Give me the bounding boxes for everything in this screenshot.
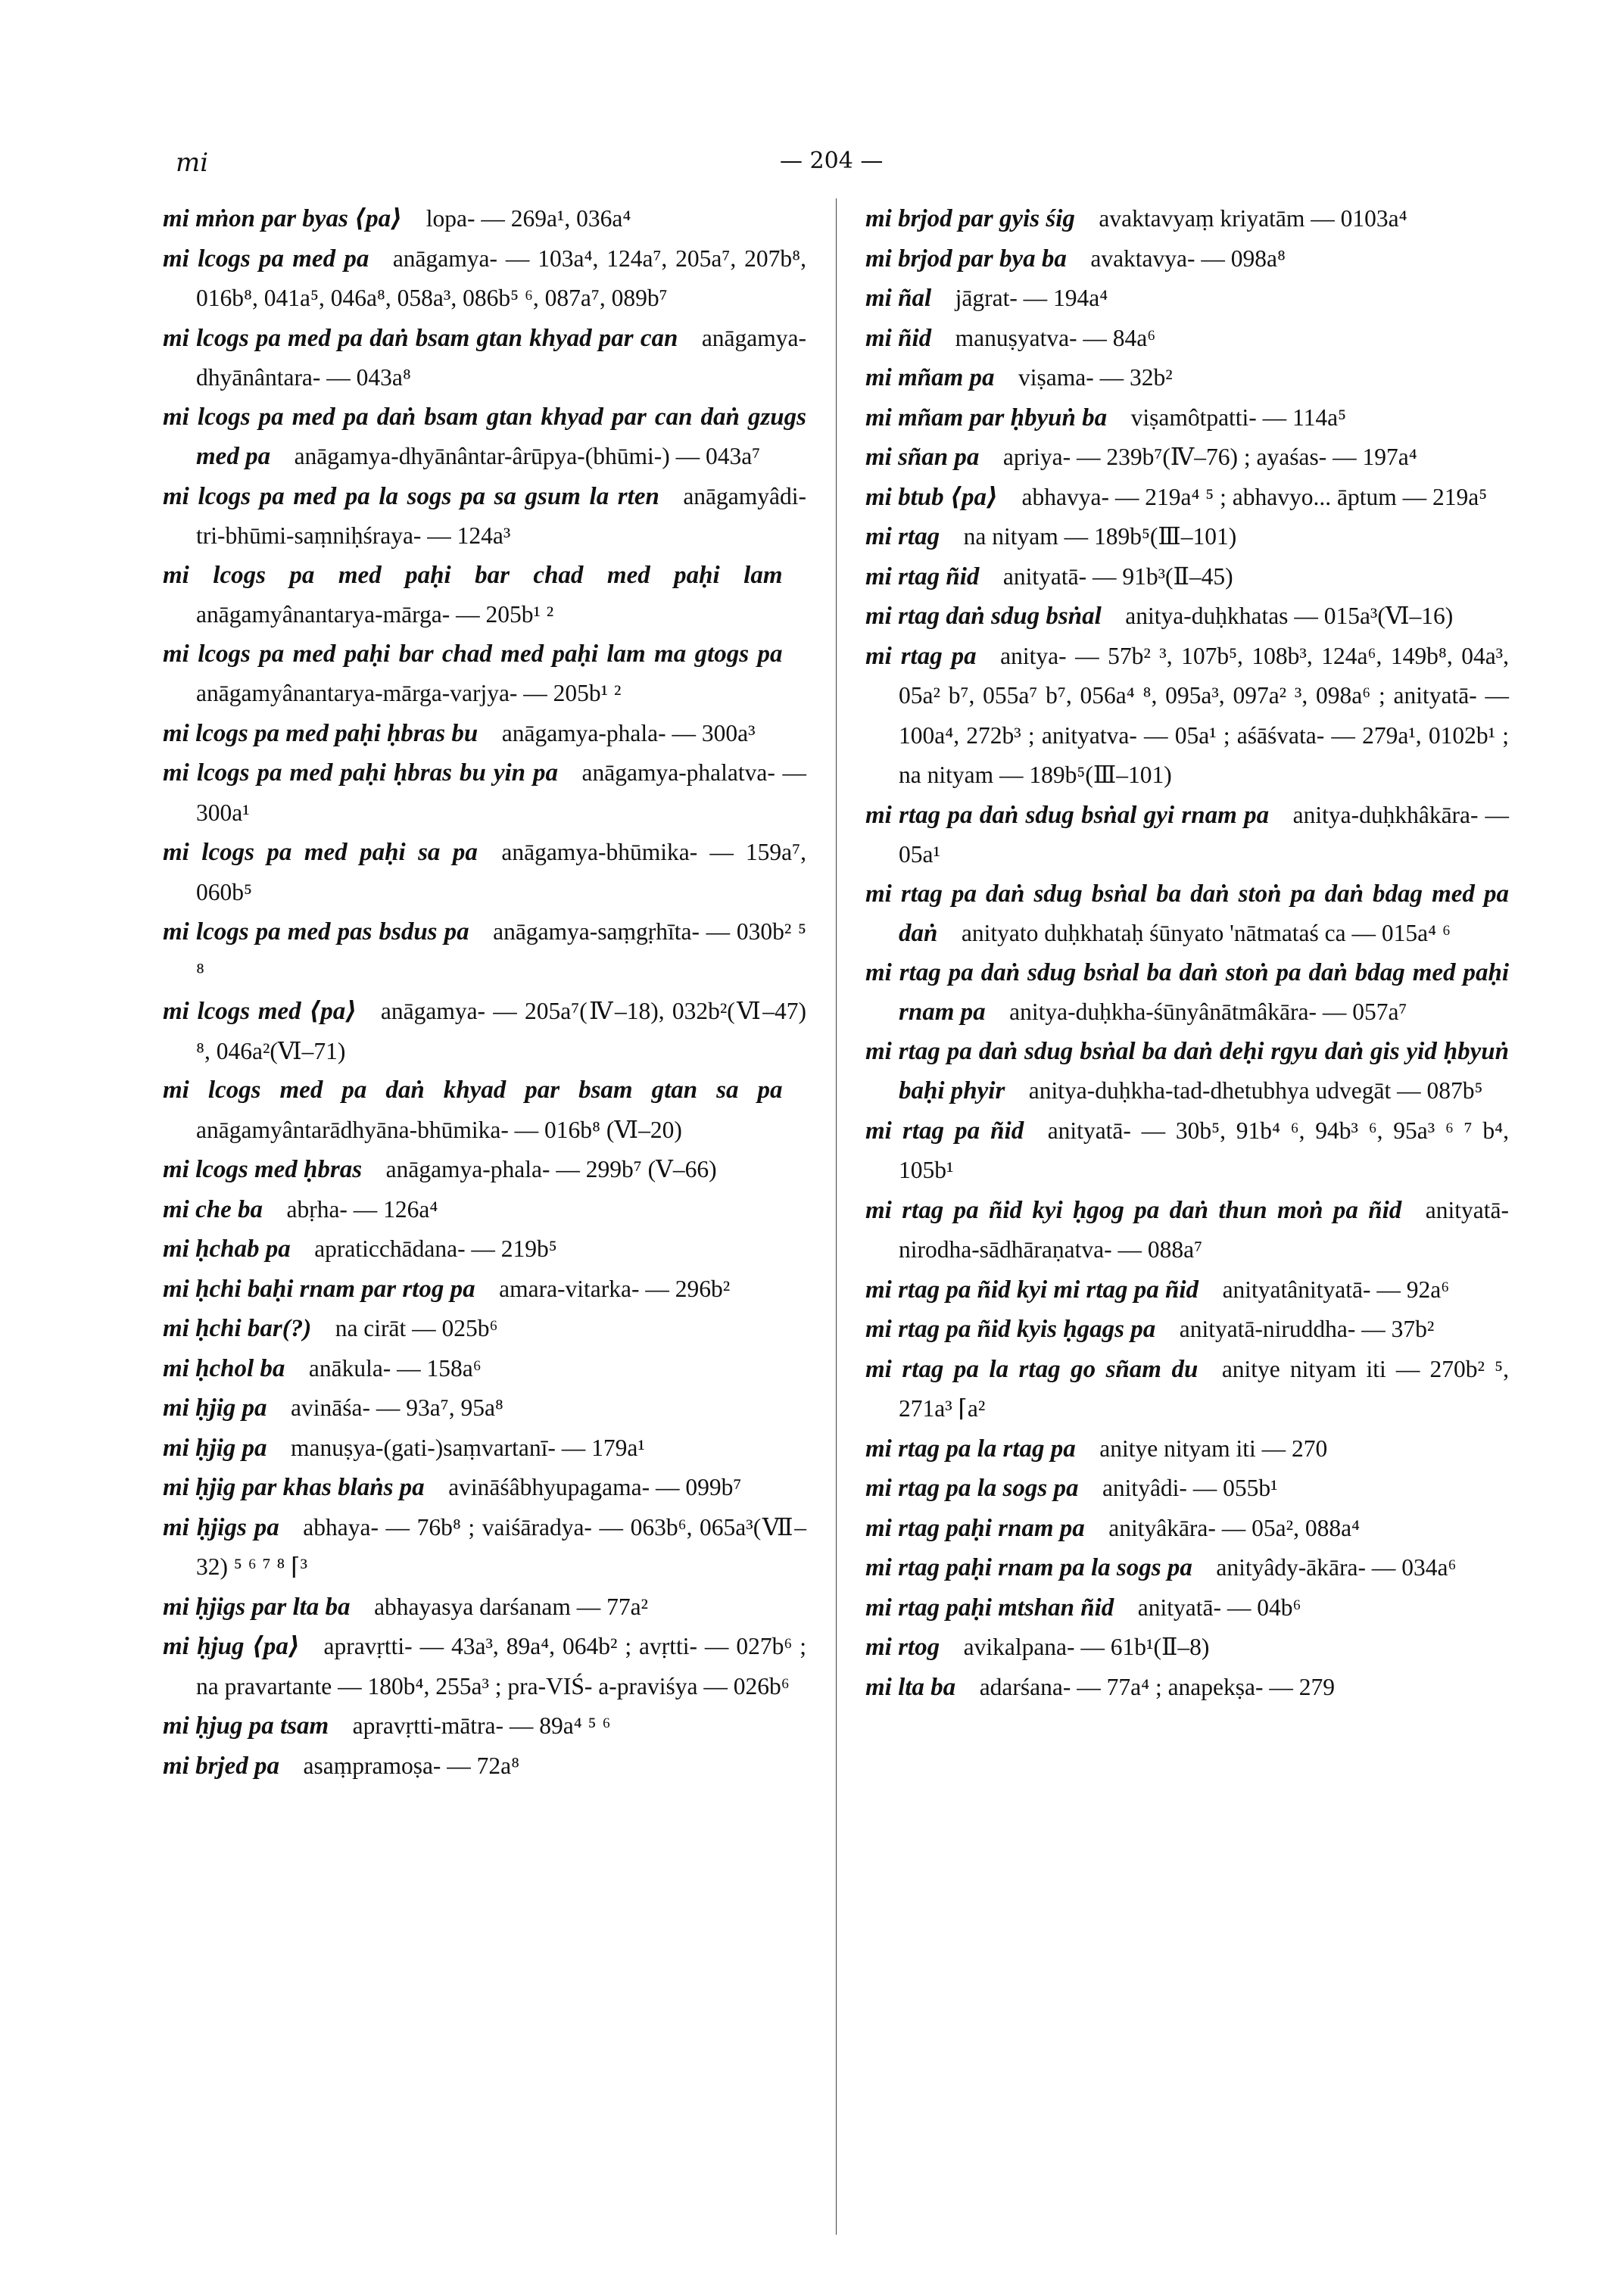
- entry-headword: mi che ba: [163, 1195, 263, 1223]
- entry-equivalent: avināśa- — 93a⁷, 95a⁸: [291, 1394, 503, 1421]
- entry-headword: mi rtag pa: [865, 642, 977, 670]
- entry-equivalent: apraticchādana- — 219b⁵: [314, 1235, 557, 1262]
- dictionary-entry: [163, 635, 806, 714]
- dictionary-entry: [163, 477, 806, 556]
- entry-equivalent: anāgamya-phala- — 299b⁷ (Ⅴ–66): [385, 1156, 717, 1182]
- entry-equivalent: anityatā-niruddha- — 37b²: [1179, 1316, 1435, 1342]
- dictionary-entry: [865, 1191, 1509, 1270]
- dictionary-entry: [163, 319, 806, 398]
- entry-equivalent: anāgamya- — 103a⁴, 124a⁷, 205a⁷, 207b⁸, 016b⁸, 041a⁵, 046a⁸, 058a³, 086b⁵ ⁶, 087a⁷, 089b⁷: [196, 245, 806, 311]
- dictionary-entry: [865, 1588, 1509, 1628]
- entry-headword: mi ḥchi baḥi rnam par rtog pa: [163, 1275, 475, 1303]
- entry-equivalent: avaktavya- — 098a⁸: [1090, 245, 1286, 272]
- dictionary-entry: [163, 1071, 806, 1150]
- entry-headword: mi rtag pa la sogs pa: [865, 1475, 1079, 1502]
- entry-equivalent: anityatā- — 30b⁵, 91b⁴ ⁶, 94b³ ⁶, 95a³ ⁶ ⁷ b⁴, 105b¹: [899, 1117, 1509, 1183]
- entry-headword: mi ñid: [865, 324, 932, 352]
- entry-headword: mi sñan pa: [865, 444, 980, 471]
- entry-equivalent: abṛha- — 126a⁴: [286, 1195, 438, 1223]
- dictionary-entry: [865, 279, 1509, 319]
- left-column: [163, 199, 806, 1786]
- entry-headword: mi ḥjig pa: [163, 1394, 267, 1422]
- entry-headword: mi lcogs med ⟨pa⟩: [163, 998, 357, 1025]
- entry-equivalent: anitya- — 57b² ³, 107b⁵, 108b³, 124a⁶, 149b⁸, 04a³, 05a² b⁷, 055a⁷ b⁷, 056a⁴ ⁸, 095a³, 097a² ³, 098a⁶ ; anityatā- — 100a⁴, 272b³ ; anityatva- — 05a¹ ; aśāśvata- — 279a¹, 0102b¹ ; na nityam — 189b⁵(Ⅲ–101): [899, 642, 1509, 788]
- dictionary-entry: [163, 753, 806, 833]
- dictionary-entry: [865, 1548, 1509, 1588]
- entry-equivalent: anāgamya-dhyānântara- — 043a⁸: [196, 324, 806, 391]
- entry-equivalent: avaktavyaṃ kriyatām — 0103a⁴: [1099, 205, 1407, 232]
- entry-headword: mi ḥjigs pa: [163, 1513, 279, 1541]
- dictionary-entry: [163, 714, 806, 754]
- entry-equivalent: anāgamya-dhyānântar-ârūpya-(bhūmi-) — 043a⁷: [294, 443, 761, 469]
- entry-headword: mi rtog: [865, 1634, 940, 1661]
- dictionary-entry: [163, 1746, 806, 1787]
- entry-equivalent: anāgamya-phalatva- — 300a¹: [196, 759, 807, 826]
- dictionary-entry: [163, 1349, 806, 1389]
- entry-equivalent: anityatā- — 91b³(Ⅱ–45): [1002, 562, 1233, 590]
- entry-headword: mi ḥchab pa: [163, 1235, 291, 1263]
- dictionary-entry: [865, 796, 1509, 875]
- entry-headword: mi ḥchi bar(?): [163, 1315, 312, 1342]
- entry-equivalent: anitya-duḥkhatas — 015a³(Ⅵ–16): [1125, 603, 1454, 629]
- entry-equivalent: anitya-duḥkhâkāra- — 05a¹: [899, 801, 1509, 868]
- dictionary-entry: [865, 1270, 1509, 1310]
- entry-equivalent: anāgamyântarādhyāna-bhūmika- — 016b⁸ (Ⅵ–20): [196, 1116, 682, 1143]
- dictionary-entry: [163, 1468, 806, 1508]
- entry-headword: mi rtag pa daṅ sdug bsṅal ba daṅ deḥi rgyu daṅ gis yid ḥbyuṅ baḥi phyir: [865, 1037, 1509, 1104]
- entry-headword: mi rtag paḥi rnam pa la sogs pa: [865, 1554, 1192, 1581]
- dictionary-entry: [163, 1190, 806, 1230]
- entry-headword: mi brjed pa: [163, 1752, 279, 1780]
- entry-equivalent: abhavya- — 219a⁴ ⁵ ; abhavyo... āptum — 219a⁵: [1021, 483, 1488, 510]
- entry-equivalent: manuṣya-(gati-)saṃvartanī- — 179a¹: [291, 1434, 645, 1461]
- dictionary-entry: [865, 597, 1509, 637]
- entry-headword: mi rtag pa ñid kyi ḥgog pa daṅ thun moṅ pa ñid: [865, 1196, 1402, 1224]
- dictionary-entry: [163, 1270, 806, 1310]
- entry-equivalent: jāgrat- — 194a⁴: [955, 285, 1108, 311]
- dictionary-entry: [865, 1033, 1509, 1111]
- entry-headword: mi brjod par gyis śig: [865, 205, 1075, 232]
- dictionary-entry: [865, 1469, 1509, 1509]
- entry-equivalent: viṣamôtpatti- — 114a⁵: [1130, 403, 1347, 431]
- entry-headword: mi lcogs pa med paḥi bar chad med paḥi lam ma gtogs pa: [163, 640, 783, 668]
- entry-headword: mi lcogs pa med paḥi sa pa: [163, 839, 478, 866]
- entry-equivalent: anāgamyânantarya-mārga- — 205b¹ ²: [196, 601, 554, 628]
- entry-equivalent: adarśana- — 77a⁴ ; anapekṣa- — 279: [979, 1673, 1335, 1700]
- entry-equivalent: anāgamya-bhūmika- — 159a⁷, 060b⁵: [196, 839, 806, 905]
- entry-headword: mi rtag pa daṅ sdug bsṅal ba daṅ stoṅ pa daṅ bdag med pa daṅ: [865, 880, 1509, 947]
- entry-equivalent: anityato duḥkhataḥ śūnyato 'nātmataś ca — 015a⁴ ⁶: [961, 920, 1451, 946]
- dictionary-entry: [865, 1509, 1509, 1549]
- dictionary-entry: [865, 637, 1509, 796]
- entry-headword: mi brjod par bya ba: [865, 245, 1067, 273]
- dictionary-entry: [865, 1350, 1509, 1429]
- entry-headword: mi rtag ñid: [865, 562, 980, 590]
- dictionary-entry: [865, 478, 1509, 518]
- entry-headword: mi ñal: [865, 285, 932, 312]
- entry-headword: mi lcogs med ḥbras: [163, 1156, 363, 1183]
- dictionary-entry: [163, 239, 806, 319]
- dictionary-entry: [865, 239, 1509, 279]
- dictionary-entry: [163, 833, 806, 912]
- dictionary-entry: [865, 1310, 1509, 1350]
- dictionary-entry: [163, 992, 806, 1071]
- entry-headword: mi ḥjigs par lta ba: [163, 1593, 351, 1621]
- dictionary-entry: [163, 199, 806, 239]
- entry-headword: mi rtag pa la rtag go sñam du: [865, 1355, 1199, 1383]
- entry-equivalent: anitya-duḥkha-tad-dhetubhya udvegāt — 087b⁵: [1028, 1077, 1483, 1104]
- dictionary-entry: [163, 1229, 806, 1270]
- dictionary-entry: [865, 557, 1509, 597]
- dictionary-entry: [163, 1309, 806, 1349]
- dictionary-entry: [865, 398, 1509, 438]
- entry-headword: mi rtag pa ñid kyis ḥgags pa: [865, 1316, 1156, 1343]
- entry-equivalent: anāgamya-phala- — 300a³: [501, 719, 756, 746]
- dictionary-entry: [163, 556, 806, 635]
- entry-headword: mi lcogs pa med pa la sogs pa sa gsum la rten: [163, 482, 659, 510]
- entry-headword: mi lcogs pa med paḥi ḥbras bu yin pa: [163, 759, 559, 787]
- entry-equivalent: anāgamyânantarya-mārga-varjya- — 205b¹ ²: [196, 680, 622, 706]
- entry-equivalent: na nityam — 189b⁵(Ⅲ–101): [963, 523, 1237, 550]
- entry-equivalent: lopa- — 269a¹, 036a⁴: [425, 205, 631, 232]
- entry-headword: mi rtag pa la rtag pa: [865, 1435, 1076, 1463]
- dictionary-entry: [865, 1668, 1509, 1708]
- entry-headword: mi rtag pa daṅ sdug bsṅal ba daṅ stoṅ pa daṅ bdag med paḥi rnam pa: [865, 958, 1509, 1026]
- entry-headword: mi ḥjug ⟨pa⟩: [163, 1633, 300, 1660]
- page-number: — 204 —: [780, 148, 884, 174]
- entry-equivalent: abhaya- — 76b⁸ ; vaiśāradya- — 063b⁶, 065a³(Ⅶ–32) ⁵ ⁶ ⁷ ⁸ ⌈³: [196, 1513, 806, 1580]
- entry-equivalent: anākula- — 158a⁶: [308, 1354, 482, 1382]
- entry-headword: mi rtag pa ñid kyi mi rtag pa ñid: [865, 1276, 1199, 1304]
- entry-equivalent: anityâdy-ākāra- — 034a⁶: [1216, 1554, 1457, 1581]
- dictionary-entry: [163, 1150, 806, 1190]
- dictionary-entry: [865, 875, 1509, 954]
- dictionary-entry: [163, 1706, 806, 1746]
- entry-equivalent: anityâdi- — 055b¹: [1102, 1475, 1278, 1501]
- entry-headword: mi mñam par ḥbyuṅ ba: [865, 403, 1108, 431]
- entry-headword: mi ḥchol ba: [163, 1354, 285, 1382]
- dictionary-entry: [163, 1627, 806, 1706]
- entry-headword: mi lta ba: [865, 1673, 956, 1701]
- entry-equivalent: apriya- — 239b⁷(Ⅳ–76) ; ayaśas- — 197a⁴: [1002, 444, 1417, 470]
- dictionary-entry: [865, 517, 1509, 557]
- entry-headword: mi lcogs pa med pa daṅ bsam gtan khyad par can: [163, 324, 678, 352]
- entry-equivalent: anityâkāra- — 05a², 088a⁴: [1108, 1514, 1361, 1541]
- entry-headword: mi ḥjig par khas blaṅs pa: [163, 1474, 425, 1501]
- dictionary-entry: [865, 199, 1509, 239]
- entry-equivalent: anitye nityam iti — 270: [1099, 1435, 1328, 1462]
- entry-equivalent: anityatā- — 04b⁶: [1137, 1594, 1301, 1621]
- dictionary-entry: [163, 1388, 806, 1428]
- entry-headword: mi ḥjug pa tsam: [163, 1712, 329, 1740]
- entry-headword: mi rtag paḥi mtshan ñid: [865, 1594, 1114, 1622]
- entry-equivalent: anitya-duḥkha-śūnyânātmâkāra- — 057a⁷: [1009, 999, 1407, 1025]
- entry-headword: mi lcogs pa med paḥi ḥbras bu: [163, 719, 478, 747]
- entry-equivalent: apravṛtti- — 43a³, 89a⁴, 064b² ; avṛtti- — 027b⁶ ; na pravartante — 180b⁴, 255a³ ; pra-VIŚ- a-praviśya — 026b⁶: [196, 1633, 806, 1699]
- dictionary-entry: [163, 398, 806, 477]
- entry-headword: mi lcogs pa med paḥi bar chad med paḥi lam: [163, 561, 783, 589]
- entry-equivalent: na cirāt — 025b⁶: [335, 1315, 498, 1341]
- entry-equivalent: viṣama- — 32b²: [1018, 364, 1173, 391]
- dictionary-entry: [865, 438, 1509, 478]
- entry-headword: mi lcogs med pa daṅ khyad par bsam gtan sa pa: [163, 1076, 783, 1104]
- entry-equivalent: apravṛtti-mātra- — 89a⁴ ⁵ ⁶: [352, 1712, 611, 1739]
- dictionary-entry: [865, 954, 1509, 1033]
- dictionary-entry: [163, 1428, 806, 1469]
- entry-headword: mi lcogs pa med pas bsdus pa: [163, 918, 469, 946]
- entry-headword: mi lcogs pa med pa: [163, 245, 369, 273]
- dictionary-entry: [163, 1587, 806, 1628]
- entry-equivalent: anityatā-nirodha-sādhāraṇatva- — 088a⁷: [899, 1196, 1509, 1263]
- entry-headword: mi ḥjig pa: [163, 1434, 267, 1462]
- entry-equivalent: anityatânityatā- — 92a⁶: [1222, 1276, 1450, 1303]
- entry-equivalent: asaṃpramoṣa- — 72a⁸: [303, 1752, 520, 1779]
- entry-equivalent: abhayasya darśanam — 77a²: [374, 1593, 648, 1620]
- dictionary-entry: [865, 1111, 1509, 1191]
- dictionary-entry: [163, 1508, 806, 1587]
- entry-headword: mi btub ⟨pa⟩: [865, 483, 999, 511]
- entry-equivalent: anāgamya-saṃgṛhīta- — 030b² ⁵ ⁸: [196, 918, 806, 985]
- entry-headword: mi mñam pa: [865, 364, 995, 391]
- entry-equivalent: avikalpana- — 61b¹(Ⅱ–8): [963, 1634, 1210, 1660]
- dictionary-entry: [865, 1429, 1509, 1469]
- entry-headword: mi rtag: [865, 523, 940, 550]
- column-divider: [836, 198, 837, 2235]
- entry-equivalent: avināśâbhyupagama- — 099b⁷: [448, 1474, 742, 1500]
- entry-headword: mi rtag paḥi rnam pa: [865, 1514, 1085, 1542]
- entry-equivalent: anitye nityam iti — 270b² ⁵, 271a³ ⌈a²: [899, 1355, 1509, 1422]
- right-column: [865, 199, 1509, 1707]
- running-head: mi: [176, 148, 209, 178]
- entry-headword: mi lcogs pa med pa daṅ bsam gtan khyad par can daṅ gzugs med pa: [163, 403, 806, 470]
- entry-equivalent: amara-vitarka- — 296b²: [499, 1275, 731, 1302]
- entry-equivalent: manuṣyatva- — 84a⁶: [955, 324, 1156, 351]
- dictionary-entry: [865, 319, 1509, 359]
- entry-equivalent: anāgamya- — 205a⁷(Ⅳ–18), 032b²(Ⅵ–47) ⁸, 046a²(Ⅵ–71): [196, 998, 806, 1064]
- entry-equivalent: anāgamyâdi-tri-bhūmi-saṃniḥśraya- — 124a³: [196, 482, 806, 549]
- dictionary-entry: [865, 1628, 1509, 1668]
- entry-headword: mi rtag daṅ sdug bsṅal: [865, 603, 1102, 630]
- dictionary-entry: [163, 912, 806, 992]
- entry-headword: mi mṅon par byas ⟨pa⟩: [163, 205, 403, 232]
- entry-headword: mi rtag pa daṅ sdug bsṅal gyi rnam pa: [865, 801, 1270, 829]
- entry-headword: mi rtag pa ñid: [865, 1117, 1024, 1145]
- dictionary-entry: [865, 358, 1509, 398]
